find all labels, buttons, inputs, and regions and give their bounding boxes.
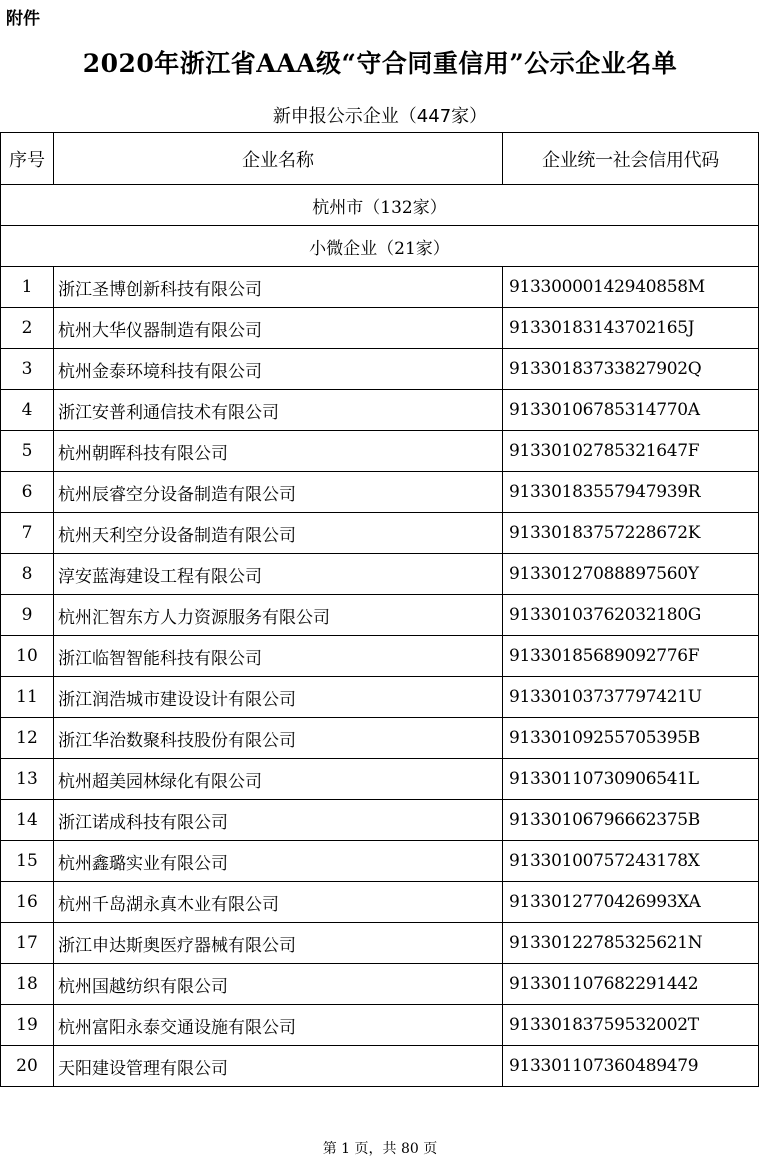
row-company-name: 浙江申达斯奥医疗器械有限公司 <box>54 923 503 964</box>
row-credit-code: 91330185689092776F <box>503 636 759 677</box>
row-company-name: 天阳建设管理有限公司 <box>54 1046 503 1087</box>
row-company-name: 杭州国越纺织有限公司 <box>54 964 503 1005</box>
row-company-name: 浙江临智智能科技有限公司 <box>54 636 503 677</box>
row-company-name: 杭州千岛湖永真木业有限公司 <box>54 882 503 923</box>
table-row <box>1 1005 759 1046</box>
row-company-name: 杭州富阳永泰交通设施有限公司 <box>54 1005 503 1046</box>
row-serial: 13 <box>1 759 54 800</box>
row-credit-code: 91330110730906541L <box>503 759 759 800</box>
table-row <box>1 636 759 677</box>
size-section-label: 小微企业（21家） <box>1 226 759 267</box>
row-serial: 16 <box>1 882 54 923</box>
row-credit-code: 9133012770426993XA <box>503 882 759 923</box>
row-company-name: 杭州超美园林绿化有限公司 <box>54 759 503 800</box>
row-credit-code: 91330109255705395B <box>503 718 759 759</box>
row-company-name: 浙江诺成科技有限公司 <box>54 800 503 841</box>
row-credit-code: 91330127088897560Y <box>503 554 759 595</box>
row-credit-code: 91330183143702165J <box>503 308 759 349</box>
row-credit-code: 913301107682291442 <box>503 964 759 1005</box>
row-credit-code: 91330103737797421U <box>503 677 759 718</box>
row-serial: 12 <box>1 718 54 759</box>
row-credit-code: 91330183757228672K <box>503 513 759 554</box>
row-credit-code: 91330183733827902Q <box>503 349 759 390</box>
row-serial: 15 <box>1 841 54 882</box>
table-row <box>1 800 759 841</box>
row-serial: 4 <box>1 390 54 431</box>
row-serial: 1 <box>1 267 54 308</box>
table-row <box>1 882 759 923</box>
section-row-size <box>1 226 759 267</box>
row-company-name: 浙江安普利通信技术有限公司 <box>54 390 503 431</box>
row-serial: 6 <box>1 472 54 513</box>
row-credit-code: 91330100757243178X <box>503 841 759 882</box>
row-serial: 2 <box>1 308 54 349</box>
row-credit-code: 91330103762032180G <box>503 595 759 636</box>
table-row <box>1 1046 759 1087</box>
row-credit-code: 91330122785325621N <box>503 923 759 964</box>
row-serial: 10 <box>1 636 54 677</box>
row-serial: 3 <box>1 349 54 390</box>
table-row <box>1 472 759 513</box>
header-serial: 序号 <box>1 133 54 185</box>
row-company-name: 杭州辰睿空分设备制造有限公司 <box>54 472 503 513</box>
row-serial: 7 <box>1 513 54 554</box>
attachment-label: 附件 <box>6 9 40 29</box>
row-serial: 17 <box>1 923 54 964</box>
row-company-name: 杭州朝晖科技有限公司 <box>54 431 503 472</box>
table-row <box>1 267 759 308</box>
table-row <box>1 349 759 390</box>
row-credit-code: 91330183557947939R <box>503 472 759 513</box>
table-row <box>1 923 759 964</box>
row-company-name: 杭州鑫璐实业有限公司 <box>54 841 503 882</box>
row-credit-code: 91330102785321647F <box>503 431 759 472</box>
table-row <box>1 308 759 349</box>
row-serial: 5 <box>1 431 54 472</box>
row-credit-code: 91330000142940858M <box>503 267 759 308</box>
section-row-city <box>1 185 759 226</box>
table-header-row <box>1 133 759 185</box>
table-row <box>1 431 759 472</box>
table-row <box>1 390 759 431</box>
row-company-name: 杭州金泰环境科技有限公司 <box>54 349 503 390</box>
row-serial: 19 <box>1 1005 54 1046</box>
row-company-name: 杭州大华仪器制造有限公司 <box>54 308 503 349</box>
table-row <box>1 759 759 800</box>
header-code: 企业统一社会信用代码 <box>503 133 759 185</box>
document-subtitle: 新申报公示企业（447家） <box>272 106 488 127</box>
row-serial: 8 <box>1 554 54 595</box>
row-company-name: 浙江圣博创新科技有限公司 <box>54 267 503 308</box>
table-row <box>1 718 759 759</box>
row-company-name: 杭州天利空分设备制造有限公司 <box>54 513 503 554</box>
row-serial: 9 <box>1 595 54 636</box>
table-row <box>1 513 759 554</box>
row-serial: 18 <box>1 964 54 1005</box>
table-row <box>1 841 759 882</box>
enterprise-table <box>0 132 759 1087</box>
page-footer: 第 1 页，共 80 页 <box>322 1141 438 1157</box>
row-credit-code: 913301107360489479 <box>503 1046 759 1087</box>
row-credit-code: 91330183759532002T <box>503 1005 759 1046</box>
header-name: 企业名称 <box>54 133 503 185</box>
row-company-name: 杭州汇智东方人力资源服务有限公司 <box>54 595 503 636</box>
document-title: 2020年浙江省AAA级“守合同重信用”公示企业名单 <box>82 49 678 78</box>
row-company-name: 淳安蓝海建设工程有限公司 <box>54 554 503 595</box>
row-credit-code: 91330106785314770A <box>503 390 759 431</box>
row-credit-code: 91330106796662375B <box>503 800 759 841</box>
table-row <box>1 554 759 595</box>
row-company-name: 浙江润浩城市建设设计有限公司 <box>54 677 503 718</box>
table-row <box>1 677 759 718</box>
table-row <box>1 595 759 636</box>
row-serial: 20 <box>1 1046 54 1087</box>
row-serial: 11 <box>1 677 54 718</box>
table-row <box>1 964 759 1005</box>
row-company-name: 浙江华治数聚科技股份有限公司 <box>54 718 503 759</box>
city-section-label: 杭州市（132家） <box>1 185 759 226</box>
row-serial: 14 <box>1 800 54 841</box>
